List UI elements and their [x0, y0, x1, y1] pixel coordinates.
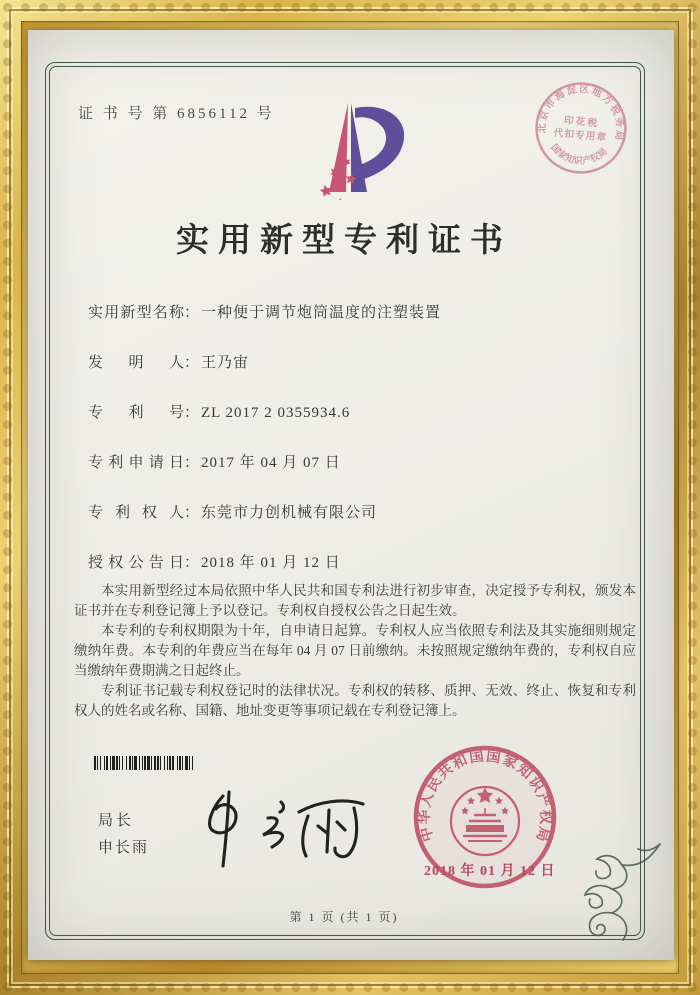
- field-patent-number: 专利号： ZL 2017 2 0355934.6: [88, 405, 351, 421]
- tax-stamp-arc-top: 北京市海淀区地方税务局: [537, 83, 625, 141]
- field-inventor: 发明人： 王乃宙: [88, 355, 250, 371]
- field-grant-date: 授权公告日： 2018 年 01 月 12 日: [88, 555, 341, 571]
- field-utility-model-name: 实用新型名称： 一种便于调节炮筒温度的注塑装置: [88, 305, 442, 321]
- tax-stamp-line2: 代扣专用章: [553, 127, 608, 144]
- commissioner-name: 申长雨: [98, 840, 150, 856]
- field-filing-date: 专利申请日： 2017 年 04 月 07 日: [88, 455, 341, 471]
- certificate-number: 证 书 号 第 6856112 号: [78, 106, 275, 122]
- seal-ring-text: 中华人民共和国国家知识产权局: [416, 748, 554, 844]
- field-patentee: 专利权人： 东莞市力创机械有限公司: [88, 505, 378, 521]
- tax-stamp-arc-bottom: 国家知识产权局: [549, 142, 609, 166]
- seal-date: 2018 年 01 月 12 日: [424, 864, 556, 879]
- commissioner-signature-icon: [191, 786, 371, 876]
- legal-paragraph: 本专利的专利权期限为十年，自申请日起算。专利权人应当依照专利法及其实施细则规定缴纳年费。本专利的年费应当在每年 04 月 07 日前缴纳。未按照规定缴纳年费的，专利权自应当缴纳年费期满之日起终止。: [74, 623, 636, 678]
- legal-paragraph: 本实用新型经过本局依照中华人民共和国专利法进行初步审查，决定授予专利权，颁发本证书并在专利登记簿上予以登记。专利权自授权公告之日起生效。: [74, 583, 636, 618]
- commissioner-title: 局长: [98, 813, 135, 829]
- page-number: 第 1 页 (共 1 页): [289, 910, 399, 924]
- tax-stamp-seal: [529, 76, 633, 180]
- certificate-title: 实用新型专利证书: [176, 223, 512, 259]
- corner-flourish-ornament: [576, 840, 668, 944]
- legal-text-block: [74, 581, 636, 721]
- tax-stamp-line1: 印花税: [563, 115, 600, 130]
- legal-paragraph: 专利证书记载专利权登记时的法律状况。专利权的转移、质押、无效、终止、恢复和专利权人的姓名或名称、国籍、地址变更等事项记载在专利登记簿上。: [74, 683, 636, 718]
- barcode: [94, 756, 268, 770]
- cnipa-logo-icon: [285, 98, 420, 200]
- certificate-paper: [28, 30, 674, 960]
